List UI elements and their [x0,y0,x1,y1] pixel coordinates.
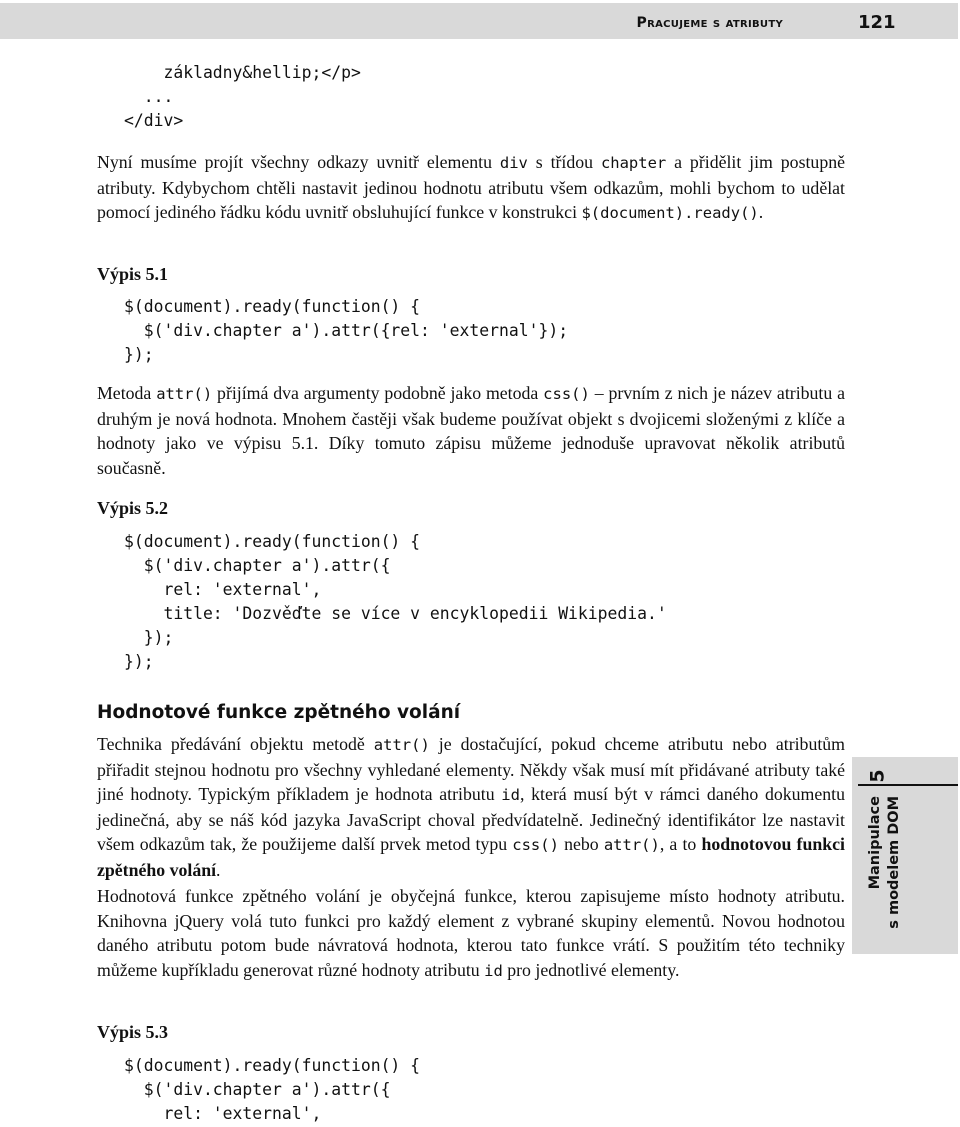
text: a přidělit jim postupně atributy. Kdybychom chtěli nastavit jedinou hodnotu atributu všem odkazům, mohli bychom to udělat pomocí jediného řádku kódu uvnitř obsluhující funkce v konstrukci [97,152,845,223]
section-heading: Hodnotové funkce zpětného volání [97,702,461,723]
paragraph-2 [97,381,845,480]
running-head: Pracujeme s atributy [636,15,783,31]
text: Technika předávání objektu metodě [97,734,374,754]
bold-term: hodnotovou funkci zpětného volání [97,834,845,880]
code-listing-5-3: $(document).ready(function() { $('div.chapter a').attr({ rel: 'external', [124,1056,421,1123]
text: – prvním z nich je název atributu a druhým je nová hodnota. Mnohem častěji však budeme používat objekt s dvojicemi složenými z klíče a hodnoty jako ve výpisu 5.1. Díky tomuto zápisu můžeme jednoduše upravovat několik atributů současně. [97,383,845,478]
listing-label: Výpis 5.3 [97,1022,169,1042]
text: s třídou [527,152,601,172]
listing-label: Výpis 5.1 [97,264,169,284]
text: . [216,859,221,880]
text: nebo [558,834,604,855]
chapter-divider [858,784,958,786]
inline-code: $(document).ready() [581,204,759,223]
text: , a to [659,834,702,855]
inline-code: div [499,154,528,172]
paragraph-4 [97,884,845,983]
inline-code: id [501,786,520,805]
inline-code: css() [543,385,590,403]
inline-code: attr() [373,736,430,754]
page-header-bar [0,3,958,39]
inline-code: chapter [600,154,667,172]
inline-code: css() [512,836,559,855]
inline-code: attr() [156,385,213,403]
chapter-number: 5 [866,769,889,783]
chapter-title-wrap [866,796,926,946]
text: je dostačující, pokud chceme atributu nebo atributům přiřadit stejnou hodnotu pro všechny vyhledané elementy. Někdy však musí mít přidávané atributy také jiné hodnoty. Typickým příkladem je hodnota atributu [97,734,845,805]
code-listing-5-2: $(document).ready(function() { $('div.chapter a').attr({ rel: 'external', title: 'Dozvěďte se více v encyklopedii Wikipedia.' }); }); [124,532,667,671]
chapter-title-line: Manipulace [867,796,883,890]
chapter-title-line: s modelem DOM [886,796,902,929]
text: Hodnotová funkce zpětného volání je obyčejná funkce, kterou zapisujeme místo hodnoty atributu. Knihovna jQuery volá tuto funkci pro každý element z vybrané skupiny elementů. Novou hodnotou daného atributu potom bude návratová hodnota, kterou tato funkce vrátí. S použitím této techniky můžeme kupříkladu generovat různé hodnoty atributu [97,886,845,980]
listing-label: Výpis 5.2 [97,498,169,518]
chapter-title [866,796,904,946]
paragraph-3 [97,732,845,883]
code-listing-5-1: $(document).ready(function() { $('div.chapter a').attr({rel: 'external'}); }); [124,297,569,364]
text: pro jednotlivé elementy. [502,959,680,980]
text: , která musí být v rámci daného dokumentu jedinečná, aby se náš kód jazyka JavaScript choval předvídatelně. Jedinečný identifikátor lze nastavit všem odkazům tak, že použijeme další prvek metod typu [97,784,845,855]
text: přijímá dva argumenty podobně jako metoda [212,383,544,403]
paragraph-1 [97,150,845,226]
inline-code: id [484,961,503,980]
code-block-continued: základny&hellip;</p> ... </div> [124,63,361,130]
inline-code: attr() [603,836,660,855]
page-number: 121 [858,12,896,33]
text: Metoda [97,383,157,403]
text: Nyní musíme projít všechny odkazy uvnitř elementu [97,152,500,172]
text: . [758,202,764,223]
